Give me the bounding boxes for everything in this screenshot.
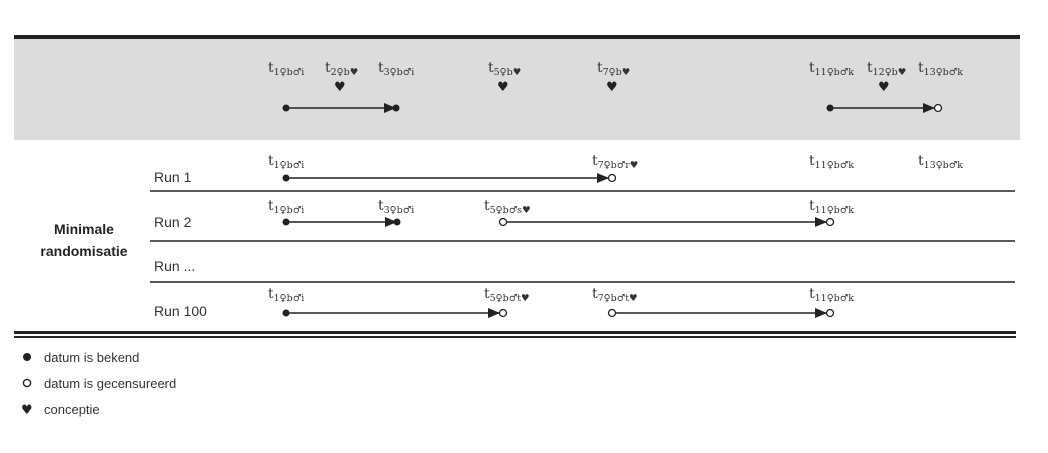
- run2-label-t11: [809, 198, 854, 216]
- run1-label-t7: [592, 153, 638, 171]
- svg-text:t3♀b♂i: $t_{3♀b♂i}$: [378, 60, 415, 78]
- known-point: [283, 310, 290, 317]
- known-point: [393, 105, 400, 112]
- heart-icon: ♥: [497, 80, 509, 95]
- legend-censored-label: datum is gecensureerd: [44, 376, 177, 391]
- run1-label-t11: [809, 153, 854, 171]
- censored-point: [500, 310, 507, 317]
- censored-point: [827, 219, 834, 226]
- run1-label-t1: [268, 153, 304, 171]
- heart-icon: ♥: [21, 403, 33, 418]
- legend: [21, 350, 176, 418]
- svg-text:t7♀b♥: $t_{7♀b♥}$: [597, 60, 631, 78]
- header-band: [14, 38, 1020, 140]
- svg-text:t1♀b♂i: $t_{1♀b♂i}$: [268, 286, 305, 304]
- censored-point: [500, 219, 507, 226]
- run2-label-t5: [484, 198, 531, 216]
- svg-text:t3♀b♂i: $t_{3♀b♂i}$: [378, 198, 415, 216]
- svg-text:t5♀b♥: $t_{5♀b♥}$: [488, 60, 522, 78]
- run-label: Run 100: [154, 303, 207, 319]
- legend-conception-label: conceptie: [44, 402, 100, 417]
- run100-label-t11: [809, 286, 854, 304]
- svg-text:t2♀b♥: $t_{2♀b♥}$: [325, 60, 359, 78]
- heart-icon: ♥: [878, 80, 890, 95]
- censored-point: [609, 175, 616, 182]
- known-point: [827, 105, 834, 112]
- svg-text:t11♀b♂k: $t_{11♀b♂k}$: [809, 153, 855, 171]
- heart-icon: ♥: [334, 80, 346, 95]
- censored-point: [935, 105, 942, 112]
- svg-text:t11♀b♂k: $t_{11♀b♂k}$: [809, 198, 855, 216]
- run2-label-t3: [378, 198, 414, 216]
- run100-label-t7: [592, 286, 638, 304]
- svg-text:t12♀b♥: $t_{12♀b♥}$: [867, 60, 907, 78]
- svg-text:t1♀b♂i: $t_{1♀b♂i}$: [268, 60, 305, 78]
- run100-label-t5: [484, 286, 530, 304]
- bottom-rule: [14, 336, 1016, 338]
- censored-point: [827, 310, 834, 317]
- known-point: [394, 219, 401, 226]
- censored-point-icon: [23, 379, 30, 386]
- run2-label-t1: [268, 198, 304, 216]
- known-point: [283, 175, 290, 182]
- run1-label-t13: [918, 153, 963, 171]
- svg-text:t1♀b♂i: $t_{1♀b♂i}$: [268, 198, 305, 216]
- svg-text:t11♀b♂k: $t_{11♀b♂k}$: [809, 286, 855, 304]
- heart-icon: ♥: [606, 80, 618, 95]
- svg-text:t1♀b♂i: $t_{1♀b♂i}$: [268, 153, 305, 171]
- group-label: Minimale: [54, 221, 114, 237]
- svg-text:t5♀b♂s♥: $t_{5♀b♂s♥}$: [484, 198, 531, 216]
- top-rule: [14, 35, 1020, 39]
- svg-text:t13♀b♂k: $t_{13♀b♂k}$: [918, 60, 964, 78]
- run-label: Run 2: [154, 214, 192, 230]
- run-label: Run ...: [154, 258, 196, 274]
- bottom-rule: [14, 331, 1016, 334]
- censored-point: [609, 310, 616, 317]
- svg-text:t5♀b♂t♥: $t_{5♀b♂t♥}$: [484, 286, 530, 304]
- run-label: Run 1: [154, 169, 192, 185]
- svg-text:t7♀b♂t♥: $t_{7♀b♂t♥}$: [592, 286, 638, 304]
- run100-label-t1: [268, 286, 304, 304]
- svg-text:t7♀b♂r♥: $t_{7♀b♂r♥}$: [592, 153, 639, 171]
- known-point-icon: [23, 353, 31, 361]
- known-point: [283, 105, 290, 112]
- known-point: [283, 219, 290, 226]
- svg-text:t11♀b♂k: $t_{11♀b♂k}$: [809, 60, 855, 78]
- svg-text:t13♀b♂k: $t_{13♀b♂k}$: [918, 153, 964, 171]
- group-label: randomisatie: [40, 243, 128, 259]
- legend-known-label: datum is bekend: [44, 350, 140, 365]
